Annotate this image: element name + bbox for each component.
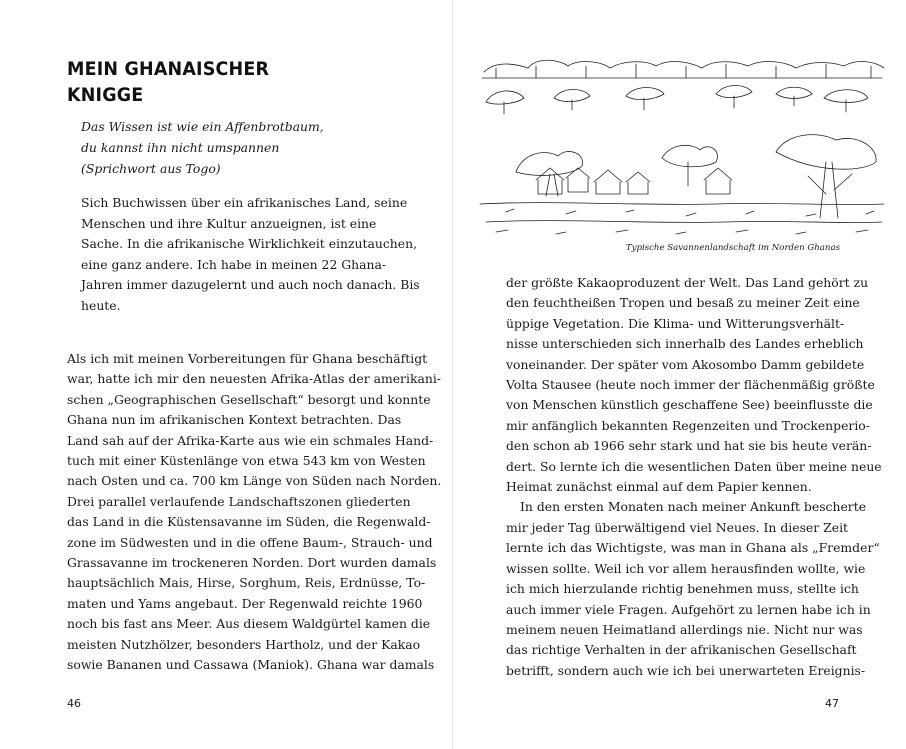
text-line: mir jeder Tag überwältigend viel Neues. In dieser Zeit [506,519,849,535]
intro-paragraph [81,193,420,317]
text-line: eine ganz andere. Ich habe in meinen 22 Ghana- [81,256,387,272]
text-line: Jahren immer dazugelernt und auch noch danach. Bis [81,277,420,293]
text-line: Menschen und ihre Kultur anzueignen, ist eine [81,215,377,231]
text-line: meisten Nutzhölzer, besonders Hartholz, und der Kakao [67,636,421,652]
epigraph-line: Das Wissen ist wie ein Affenbrotbaum, [81,119,324,134]
body-text-right [506,273,882,681]
body-text-left [67,349,442,676]
text-line: das richtige Verhalten in der afrikanischen Gesellschaft [506,642,857,658]
text-line: betrifft, sondern auch wie ich bei unerwarteten Ereignis- [506,662,866,678]
text-line: schen „Geographischen Gesellschaft“ besorgt und konnte [67,391,431,407]
text-line: Grassavanne im trockeneren Norden. Dort wurden damals [67,555,437,571]
text-line: das Land in die Küstensavanne im Süden, die Regenwald- [67,514,431,530]
text-line: Drei parallel verlaufende Landschaftszonen gliederten [67,493,411,509]
text-line: nisse unterschieden sich innerhalb des Landes erheblich [506,336,864,352]
text-line: maten und Yams angebaut. Der Regenwald reichte 1960 [67,595,423,611]
page-number-right: 47 [825,697,839,710]
epigraph-source: (Sprichwort aus Togo) [81,161,221,176]
text-line: zone im Südwesten und in die offene Baum-, Strauch- und [67,534,433,550]
epigraph [81,116,381,179]
text-line: Als ich mit meinen Vorbereitungen für Ghana beschäftigt [67,351,428,366]
text-line: nach Osten und ca. 700 km Länge von Süden nach Norden. [67,473,442,489]
chapter-title: MEIN GHANAISCHER KNIGGE [67,58,270,106]
text-line: üppige Vegetation. Die Klima- und Witterungsverhält- [506,315,845,331]
text-line: mir anfänglich bekannten Regenzeiten und Trockenperio- [506,417,870,433]
text-line: hauptsächlich Mais, Hirse, Sorghum, Reis, Erdnüsse, To- [67,575,426,591]
savanna-landscape-sketch-icon [476,54,887,240]
text-line: dert. So lernte ich die wesentlichen Daten über meine neue [506,458,882,474]
text-line: den feuchtheißen Tropen und besaß zu meiner Zeit eine [506,295,860,311]
text-line: Volta Stausee (heute noch immer der flächenmäßig größte [506,377,875,393]
text-line: voneinander. Der später vom Akosombo Damm gebildete [506,356,865,372]
text-line: Ghana nun im afrikanischen Kontext betrachten. Das [67,412,402,428]
text-line: wissen sollte. Weil ich vor allem herausfinden wollte, wie [506,560,866,576]
text-line: meinem neuen Heimatland allerdings nie. Nicht nur was [506,621,863,637]
text-line: lernte ich das Wichtigste, was man in Ghana als „Fremder“ [506,540,880,556]
text-line: war, hatte ich mir den neuesten Afrika-Atlas der amerikani- [67,371,441,387]
text-line: tuch mit einer Küstenlänge von etwa 543 km von Westen [67,453,426,469]
text-line: von Menschen künstlich geschaffene See) beeinflusste die [506,397,873,413]
text-line: In den ersten Monaten nach meiner Ankunft bescherte [520,499,867,515]
page-number-left: 46 [67,697,81,710]
text-line: auch immer viele Fragen. Aufgehört zu lernen habe ich in [506,601,871,617]
text-line: Heimat zunächst einmal auf dem Papier kennen. [506,479,812,495]
text-line: der größte Kakaoproduzent der Welt. Das Land gehört zu [506,275,869,290]
epigraph-line: du kannst ihn nicht umspannen [81,140,280,155]
text-line: Land sah auf der Afrika-Karte aus wie ein schmales Hand- [67,432,434,448]
text-line: den schon ab 1966 sehr stark und hat sie bis heute verän- [506,438,872,454]
page-gutter [452,0,453,749]
text-line: sowie Bananen und Cassawa (Maniok). Ghana war damals [67,657,435,673]
text-line: noch bis fast ans Meer. Aus diesem Waldgürtel kamen die [67,616,431,632]
text-line: heute. [81,297,121,313]
text-line: Sich Buchwissen über ein afrikanisches Land, seine [81,195,408,210]
text-line: Sache. In die afrikanische Wirklichkeit einzutauchen, [81,236,418,252]
illustration-caption: Typische Savannenlandschaft im Norden Ghanas [625,243,840,253]
text-line: ich mich hierzulande richtig benehmen muss, stellte ich [506,581,859,597]
